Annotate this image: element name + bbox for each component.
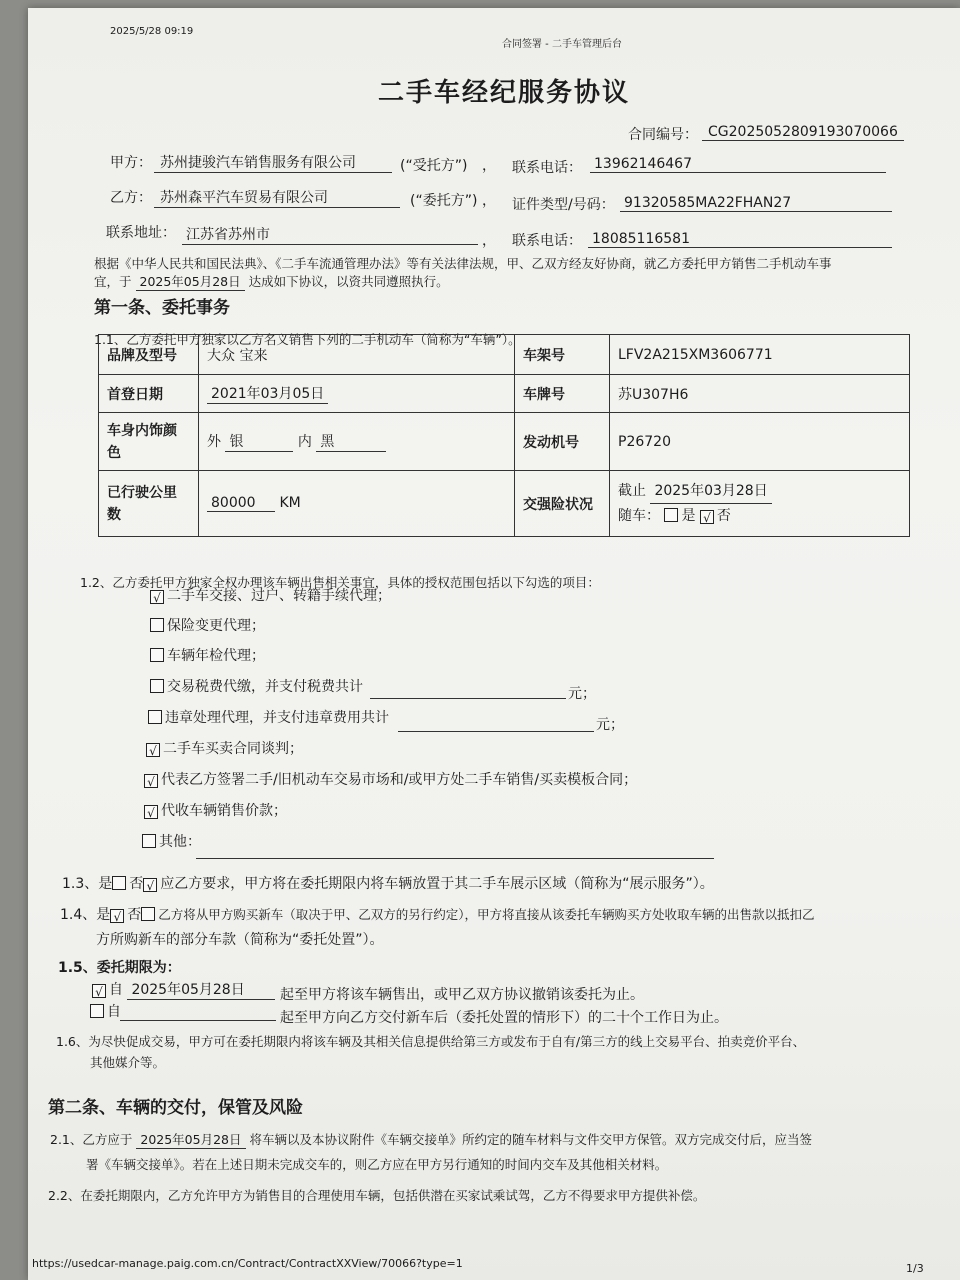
option-row-4: [150, 676, 363, 696]
term-option-2-blank[interactable]: [120, 1020, 276, 1021]
preamble-suffix: 达成如下协议，以资共同遵照执行。: [248, 274, 449, 289]
preamble-line2: [94, 272, 449, 291]
option-label-7: 代表乙方签署二手/旧机动车交易市场和/或甲方处二手车销售/买卖模板合同；: [161, 772, 638, 788]
clause-1-4-no-checkbox[interactable]: [141, 907, 155, 921]
preamble-line1: 根据《中华人民共和国民法典》、《二手车流通管理办法》等有关法律法规，甲、乙双方经友好协商，就乙方委托甲方销售二手机动车事: [94, 256, 832, 271]
address-label: 联系地址：: [106, 225, 176, 241]
footer-page-number: 1/3: [906, 1262, 924, 1275]
address-comma: ，: [482, 233, 496, 249]
clause-1-3-text: 应乙方要求，甲方将在委托期限内将车辆放置于其二手车展示区域（简称为“展示服务”）。: [160, 876, 714, 892]
address-value: 江苏省苏州市: [182, 224, 478, 245]
option-row-9: [142, 831, 201, 851]
term-option-2-prefix: 自: [107, 1004, 121, 1020]
clause-1-3-yes-checkbox[interactable]: [112, 876, 126, 890]
insurance-yes-label: 是: [681, 508, 696, 524]
option-row-3: [150, 645, 265, 665]
term-option-1-checkbox[interactable]: √: [92, 984, 106, 998]
clause-1-2: 1.2、乙方委托甲方独家全权办理该车辆出售相关事宜，具体的授权范围包括以下勾选的项目：: [80, 575, 600, 590]
term-option-1: [92, 979, 275, 1000]
preamble-prefix: 宜，于: [94, 274, 132, 289]
insurance-label: 交强险状况: [515, 471, 610, 537]
option-row-2: [150, 615, 265, 635]
color-label: 车身内饰颜色: [99, 413, 199, 471]
clause-2-2: 2.2、在委托期限内，乙方允许甲方为销售目的合理使用车辆，包括供潜在买家试乘试驾，乙方不得要求甲方提供补偿。: [48, 1188, 706, 1203]
clause-1-4: [60, 904, 815, 924]
clause-1-6-line2: 其他媒介等。: [90, 1055, 166, 1070]
option-checkbox-2[interactable]: [150, 618, 164, 632]
engine-value: P26720: [610, 413, 910, 471]
option-label-8: 代收车辆销售价款；: [161, 803, 287, 819]
interior-label: 内: [297, 434, 312, 450]
exterior-color: 银: [225, 431, 293, 452]
mileage-cell: [199, 471, 515, 537]
vin-value: LFV2A215XM3606771: [610, 335, 910, 375]
option-checkbox-5[interactable]: [148, 710, 162, 724]
clause-2-1: [50, 1130, 812, 1149]
term-option-2-checkbox[interactable]: [90, 1004, 104, 1018]
contract-no-value: CG2025052809193070066: [702, 124, 904, 141]
option-label-9: 其他：: [159, 834, 201, 850]
option-label-4: 交易税费代缴，并支付税费共计: [167, 679, 363, 695]
clause-1-4-no: 否: [127, 907, 142, 923]
interior-color: 黑: [316, 431, 386, 452]
agreement-date: 2025年05月28日: [136, 272, 245, 291]
mileage-label: 已行驶公里数: [99, 471, 199, 537]
tax-amount-blank[interactable]: [370, 698, 566, 699]
contract-no-label: 合同编号：: [628, 127, 698, 143]
party-a-phone: 13962146467: [590, 156, 886, 173]
mileage-unit: KM: [279, 495, 301, 511]
insurance-with-car-row: [618, 504, 901, 528]
violation-amount-blank[interactable]: [398, 731, 594, 732]
option-checkbox-6[interactable]: √: [146, 743, 160, 757]
clause-1-5-title: 1.5、委托期限为：: [58, 960, 181, 976]
option-checkbox-8[interactable]: √: [144, 805, 158, 819]
option-row-8: [144, 800, 287, 820]
option-checkbox-3[interactable]: [150, 648, 164, 662]
clause-1-3: [62, 873, 714, 893]
document-title: 二手车经纪服务协议: [378, 78, 631, 108]
engine-label: 发动机号: [515, 413, 610, 471]
option-checkbox-1[interactable]: √: [150, 590, 164, 604]
footer-url: https://usedcar-manage.paig.com.cn/Contract/ContractXXView/70066?type=1: [32, 1257, 463, 1270]
term-option-2-text: 起至甲方向乙方交付新车后（委托处置的情形下）的二十个工作日为止。: [280, 1010, 728, 1026]
clause-1-6: 1.6、为尽快促成交易，甲方可在委托期限内将该车辆及其相关信息提供给第三方或发布于自有/第三方的线上交易平台、拍卖竞价平台、: [56, 1034, 806, 1049]
option-checkbox-9[interactable]: [142, 834, 156, 848]
option-suffix-5: 元；: [596, 717, 624, 733]
party-a-phone-label: 联系电话：: [512, 160, 582, 176]
other-blank[interactable]: [196, 858, 714, 859]
clause-2-1-text: 将车辆以及本协议附件《车辆交接单》所约定的随车材料与文件交甲方保管。双方完成交付后，应当签: [249, 1132, 812, 1147]
article1-title: 第一条、委托事务: [94, 298, 230, 318]
clause-1-3-no-checkbox[interactable]: √: [143, 878, 157, 892]
party-b-label: 乙方：: [110, 190, 152, 206]
party-a-comma: ，: [482, 158, 496, 174]
party-b-name: 苏州森平汽车贸易有限公司: [154, 187, 400, 208]
party-b-id: 91320585MA22FHAN27: [620, 195, 892, 212]
option-label-5: 违章处理代理，并支付违章费用共计: [165, 710, 389, 726]
clause-1-4-yes-checkbox[interactable]: √: [110, 909, 124, 923]
reg-date-cell: [199, 375, 515, 413]
option-suffix-4: 元；: [568, 686, 596, 702]
brand-value: 大众 宝来: [199, 335, 515, 375]
insurance-until-label: 截止: [618, 483, 646, 499]
option-row-7: [144, 769, 637, 789]
delivery-date: 2025年05月28日: [136, 1130, 245, 1149]
exterior-label: 外: [207, 434, 221, 450]
brand-label: 品牌及型号: [99, 335, 199, 375]
party-a-name: 苏州捷骏汽车销售服务有限公司: [154, 152, 392, 173]
vin-label: 车架号: [515, 335, 610, 375]
insurance-cell: [610, 471, 910, 537]
vehicle-table: [98, 334, 910, 537]
print-system-title: 合同签署 - 二手车管理后台: [502, 39, 622, 50]
option-label-3: 车辆年检代理；: [167, 648, 265, 664]
option-label-1: 二手车交接、过户、转籍手续代理；: [167, 588, 391, 604]
article2-title: 第二条、车辆的交付，保管及风险: [48, 1098, 303, 1118]
insurance-until-date: 2025年03月28日: [650, 479, 771, 504]
insurance-yes-checkbox[interactable]: [664, 508, 678, 522]
option-checkbox-7[interactable]: √: [144, 774, 158, 788]
mileage-value: 80000: [207, 495, 275, 512]
reg-date-value: 2021年03月05日: [207, 383, 328, 404]
party-b-comma: ，: [482, 193, 496, 209]
option-row-5: [148, 707, 389, 727]
party-b-role: (“委托方”): [410, 193, 478, 209]
party-b-id-label: 证件类型/号码：: [512, 197, 615, 213]
clause-1-3-num: 1.3、: [62, 876, 99, 892]
option-row-6: [146, 738, 303, 758]
color-cell: [199, 413, 515, 471]
clause-1-3-yes: 是: [98, 876, 113, 892]
party-a-role: (“受托方”): [400, 158, 468, 174]
clause-1-1: 1.1、乙方委托甲方独家以乙方名义销售下列的二手机动车（简称为“车辆”）。: [94, 332, 521, 347]
insurance-until-row: [618, 479, 901, 504]
clause-1-4-num: 1.4、: [60, 907, 97, 923]
address-phone-label: 联系电话：: [512, 233, 582, 249]
plate-value: 苏U307H6: [610, 375, 910, 413]
plate-label: 车牌号: [515, 375, 610, 413]
address-phone: 18085116581: [588, 231, 892, 248]
insurance-no-label: 否: [716, 508, 731, 524]
option-label-2: 保险变更代理；: [167, 618, 265, 634]
option-label-6: 二手车买卖合同谈判；: [163, 741, 303, 757]
clause-2-1-line2: 署《车辆交接单》。若在上述日期未完成交车的，则乙方应在甲方另行通知的时间内交车及其他相关材料。: [86, 1157, 668, 1172]
party-a-label: 甲方：: [110, 155, 152, 171]
insurance-with-label: 随车：: [618, 508, 660, 524]
print-datetime: 2025/5/28 09:19: [110, 26, 194, 37]
term-option-2: [90, 1001, 121, 1021]
reg-date-label: 首登日期: [99, 375, 199, 413]
option-checkbox-4[interactable]: [150, 679, 164, 693]
clause-1-4-line2: 方所购新车的部分车款（简称为“委托处置”）。: [96, 932, 384, 948]
clause-1-4-text: 乙方将从甲方购买新车（取决于甲、乙双方的另行约定），甲方将直接从该委托车辆购买方处收取车辆的出售款以抵扣乙: [158, 907, 815, 922]
term-option-1-text: 起至甲方将该车辆售出，或甲乙双方协议撤销该委托为止。: [280, 987, 644, 1003]
term-option-1-prefix: 自: [109, 982, 123, 998]
option-row-1: [150, 585, 391, 605]
clause-1-4-yes: 是: [96, 907, 111, 923]
insurance-no-checkbox[interactable]: √: [700, 510, 714, 524]
term-start-date: 2025年05月28日: [127, 979, 275, 1000]
clause-2-1-prefix: 2.1、乙方应于: [50, 1132, 133, 1147]
clause-1-3-no: 否: [129, 876, 144, 892]
